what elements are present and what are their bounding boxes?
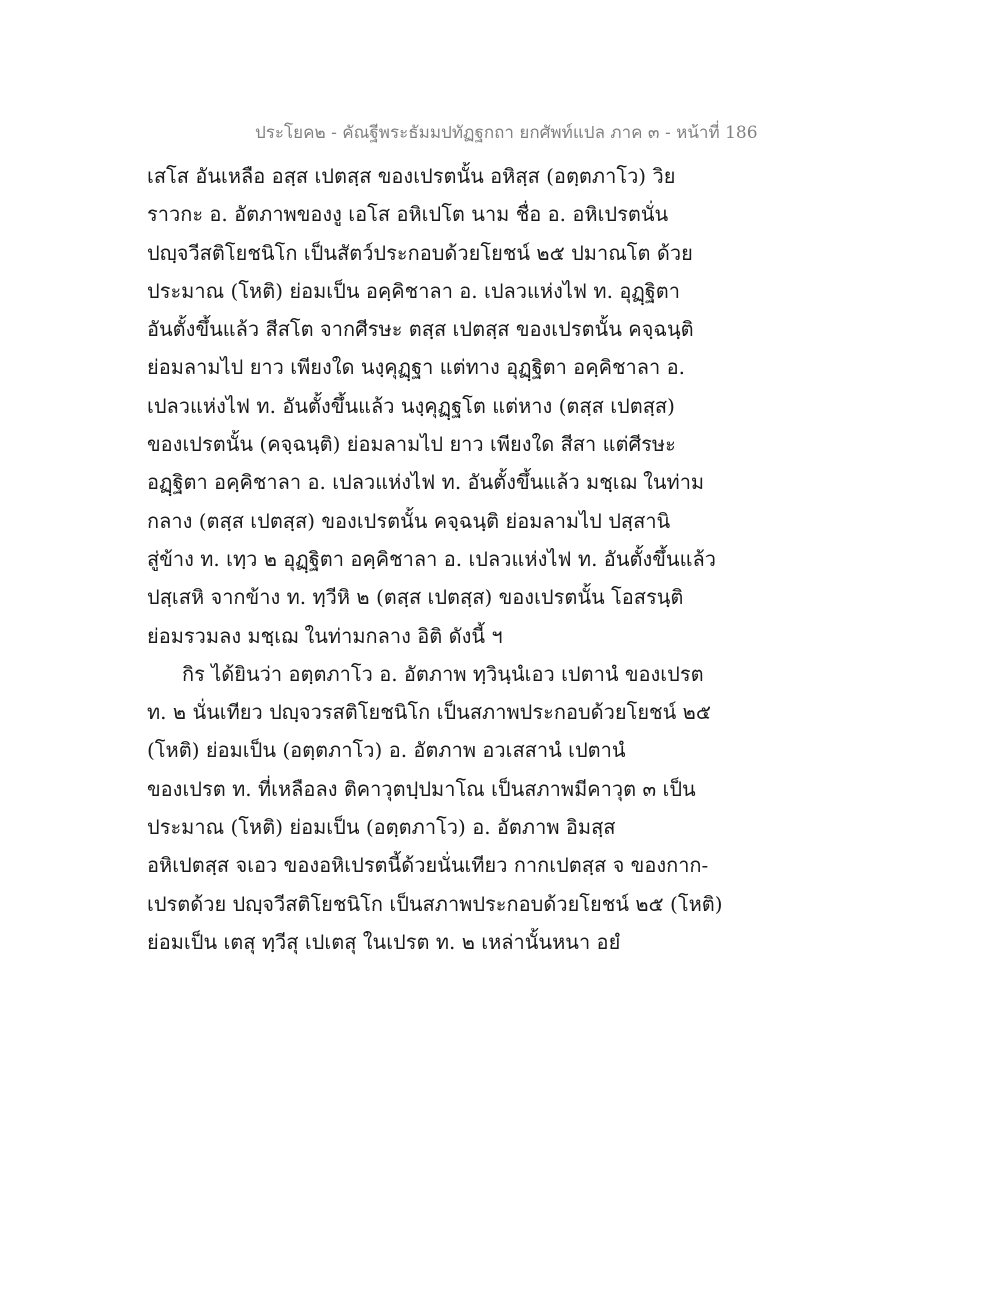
text-line: (โหติ) ย่อมเป็น (อตฺตภาโว) อ. อัตภาพ อวเสสานํ เปตานํ bbox=[147, 738, 626, 763]
text-line: ประมาณ (โหติ) ย่อมเป็น (อตฺตภาโว) อ. อัตภาพ อิมสฺส bbox=[147, 815, 616, 840]
text-line: ของเปรตนั้น (คจฺฉนฺติ) ย่อมลามไป ยาว เพียงใด สีสา แต่ศีรษะ bbox=[147, 432, 676, 457]
text-line: เปรตด้วย ปญฺจวีสติโยชนิโก เป็นสภาพประกอบด้วยโยชน์ ๒๕ (โหติ) bbox=[147, 891, 723, 916]
text-line: เสโส อันเหลือ อสฺส เปตสฺส ของเปรตนั้น อหิสฺส (อตฺตภาโว) วิย bbox=[147, 164, 676, 188]
text-line: อฏฺฐิตา อคฺคิชาลา อ. เปลวแห่งไฟ ท. อันตั้งขึ้นแล้ว มชฺเฌ ในท่าม bbox=[147, 470, 705, 495]
text-line: ย่อมรวมลง มชฺเฌ ในท่ามกลาง อิติ ดังนี้ ฯ bbox=[147, 623, 503, 648]
text-line: ย่อมเป็น เตสุ ทฺวีสุ เปเตสุ ในเปรต ท. ๒ เหล่านั้นหนา อยํ bbox=[147, 929, 621, 954]
text-line: ปญฺจวีสติโยชนิโก เป็นสัตว์ประกอบด้วยโยชน์ ๒๕ ปมาณโต ด้วย bbox=[147, 240, 693, 265]
text-line: ประมาณ (โหติ) ย่อมเป็น อคฺคิชาลา อ. เปลวแห่งไฟ ท. อุฏฺฐิตา bbox=[147, 278, 681, 303]
text-line: อหิเปตสฺส จเอว ของอหิเปรตนี้ด้วยนั่นเทียว กากเปตสฺส จ ของกาก- bbox=[147, 853, 709, 878]
text-line: กลาง (ตสฺส เปตสฺส) ของเปรตนั้น คจฺฉนฺติ ย่อมลามไป ปสฺสานิ bbox=[147, 508, 671, 533]
text-line: สู่ข้าง ท. เทฺว ๒ อุฏฺฐิตา อคฺคิชาลา อ. เปลวแห่งไฟ ท. อันตั้งขึ้นแล้ว bbox=[147, 546, 716, 571]
text-line: ย่อมลามไป ยาว เพียงใด นงฺคุฏฺฐา แต่ทาง อุฏฺฐิตา อคฺคิชาลา อ. bbox=[147, 355, 685, 380]
text-line: ราวกะ อ. อัตภาพของงู เอโส อหิเปโต นาม ชื่อ อ. อหิเปรตนั่น bbox=[147, 202, 669, 227]
running-header: ประโยค๒ - คัณฐีพระธัมมปทัฏฐกถา ยกศัพท์แปล ภาค ๓ - หน้าที่ 186 bbox=[255, 123, 758, 143]
text-line: ท. ๒ นั่นเทียว ปญฺจวรสติโยชนิโก เป็นสภาพประกอบด้วยโยชน์ ๒๕ bbox=[147, 700, 711, 725]
body-text bbox=[147, 157, 737, 961]
text-line: ของเปรต ท. ที่เหลือลง ติคาวุตปฺปมาโณ เป็นสภาพมีคาวุต ๓ เป็น bbox=[147, 776, 696, 801]
text-line: ปสฺเสหิ จากข้าง ท. ทฺวีหิ ๒ (ตสฺส เปตสฺส) ของเปรตนั้น โอสรนฺติ bbox=[147, 585, 684, 610]
paragraph-first-line: กิร ได้ยินว่า อตฺตภาโว อ. อัตภาพ ทฺวินฺนํเอว เปตานํ ของเปรต bbox=[182, 661, 704, 686]
text-line: เปลวแห่งไฟ ท. อันตั้งขึ้นแล้ว นงฺคุฏฺฐโต แต่หาง (ตสฺส เปตสฺส) bbox=[147, 393, 675, 418]
text-line: อันตั้งขึ้นแล้ว สีสโต จากศีรษะ ตสฺส เปตสฺส ของเปรตนั้น คจฺฉนฺติ bbox=[147, 317, 694, 342]
